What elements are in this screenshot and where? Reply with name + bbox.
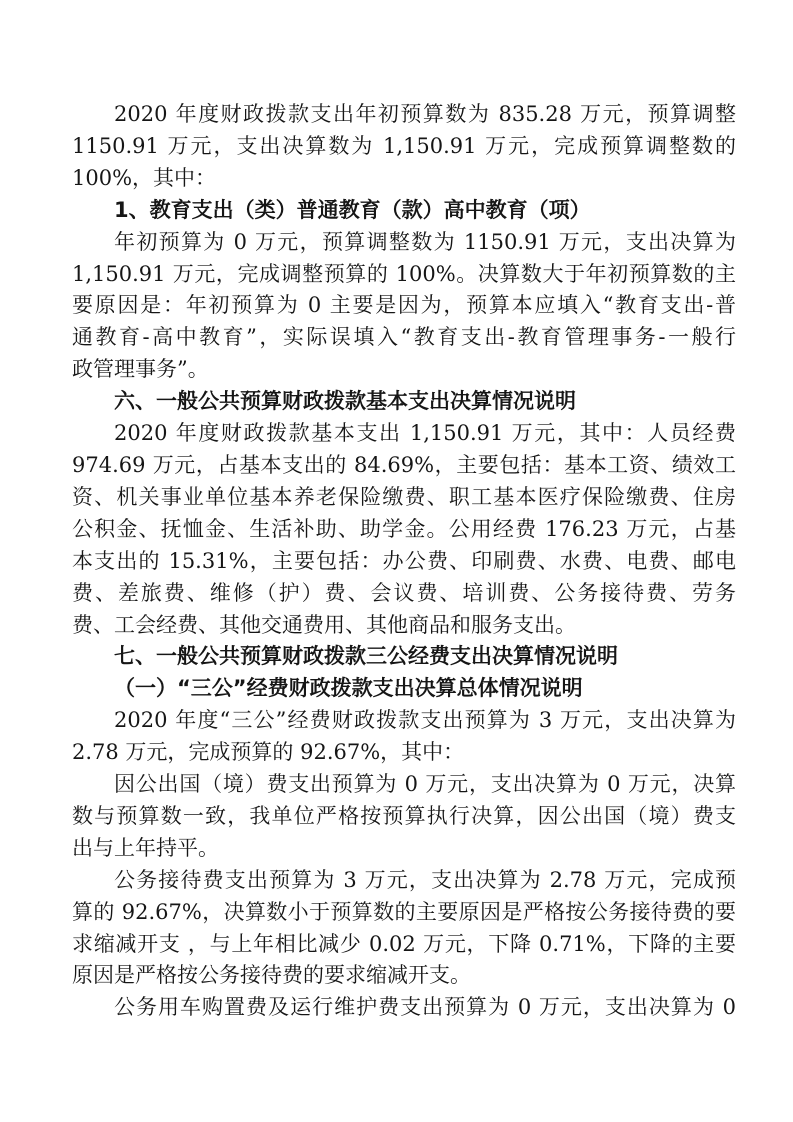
paragraph [72,865,736,993]
text-line: 1,150.91 万元，完成调整预算的 100%。决算数大于年初预算数的主 [72,261,736,286]
text-line: 因公出国（境）费支出预算为 0 万元，支出决算为 0 万元，决算 [114,772,736,797]
text-line: 政管理事务”。 [72,357,209,382]
paragraph [72,705,736,769]
text-line: 公务用车购置费及运行维护费支出预算为 0 万元，支出决算为 0 [114,995,736,1020]
text-line: 算的 92.67%，决算数小于预算数的主要原因是严格按公务接待费的要 [72,899,736,924]
paragraph [72,418,736,641]
text-line: 本支出的 15.31%，主要包括：办公费、印刷费、水费、电费、邮电 [72,548,736,573]
text-line: （一）“三公”经费财政拨款支出决算总体情况说明 [114,676,583,701]
paragraph [72,769,736,865]
text-line: 要原因是：年初预算为 0 主要是因为，预算本应填入“教育支出-普 [72,293,736,318]
paragraph [72,99,736,195]
text-line: 公务接待费支出预算为 3 万元，支出决算为 2.78 万元，完成预 [114,867,736,892]
section-heading [72,641,736,673]
text-line: 原因是严格按公务接待费的要求缩减开支。 [72,963,471,988]
text-line: 974.69 万元，占基本支出的 84.69%，主要包括：基本工资、绩效工 [72,452,736,477]
text-line: 六、一般公共预算财政拨款基本支出决算情况说明 [114,389,576,414]
paragraph [72,227,736,387]
section-heading [72,195,736,227]
text-line: 2020 年度财政拨款基本支出 1,150.91 万元，其中：人员经费 [114,421,736,446]
text-line: 公积金、抚恤金、生活补助、助学金。公用经费 176.23 万元，占基 [72,516,736,541]
text-line: 年初预算为 0 万元，预算调整数为 1150.91 万元，支出决算为 [114,229,736,254]
text-line: 1150.91 万元，支出决算数为 1,150.91 万元，完成预算调整数的 [72,133,736,158]
text-line: 费、差旅费、维修（护）费、会议费、培训费、公务接待费、劳务 [72,580,736,605]
text-line: 1、教育支出（类）普通教育（款）高中教育（项） [114,197,591,222]
text-line: 100%，其中： [72,165,217,190]
text-line: 求缩减开支 ，与上年相比减少 0.02 万元，下降 0.71%，下降的主要 [72,931,736,956]
text-line: 数与预算数一致，我单位严格按预算执行决算，因公出国（境）费支 [72,803,736,828]
text-line: 2020 年度“三公”经费财政拨款支出预算为 3 万元，支出决算为 [114,708,736,733]
document-content [72,99,736,1024]
text-line: 2.78 万元，完成预算的 92.67%，其中： [72,740,465,765]
text-line: 七、一般公共预算财政拨款三公经费支出决算情况说明 [114,644,618,669]
paragraph [72,992,736,1024]
text-line: 2020 年度财政拨款支出年初预算数为 835.28 万元，预算调整 [114,102,736,126]
section-heading [72,673,736,705]
text-line: 资、机关事业单位基本养老保险缴费、职工基本医疗保险缴费、住房 [72,484,736,509]
section-heading [72,386,736,418]
text-line: 通教育-高中教育”，实际误填入“教育支出-教育管理事务-一般行 [72,325,736,350]
text-line: 出与上年持平。 [72,835,219,860]
text-line: 费、工会经费、其他交通费用、其他商品和服务支出。 [72,612,576,637]
